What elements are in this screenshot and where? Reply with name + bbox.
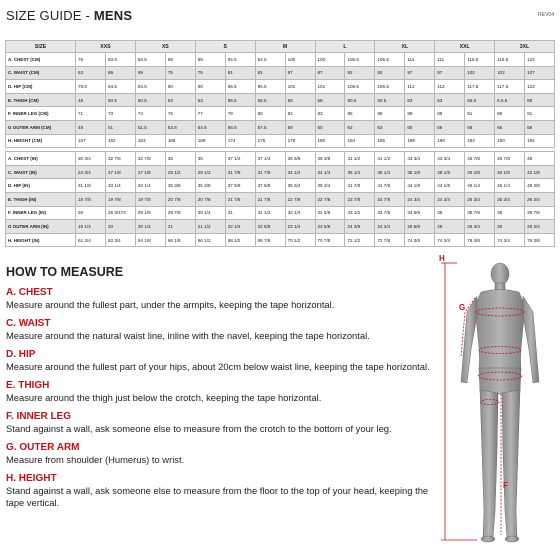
size-header: XXL (435, 41, 495, 53)
measurement-value: 77 (195, 107, 225, 121)
measurement-value: 35 3/8 (195, 179, 225, 193)
measurement-value: 85 (345, 107, 375, 121)
measure-heading: E. THIGH (6, 380, 50, 391)
measurement-value: 190 (495, 134, 525, 148)
measurement-value: 65 (405, 120, 435, 134)
page-header (6, 8, 554, 28)
measurement-value: 91 (465, 107, 495, 121)
measurement-value: 51.5 (135, 120, 165, 134)
measurement-value: 53 (195, 93, 225, 107)
measurement-value: 58 (315, 93, 345, 107)
measure-heading: G. OUTER ARM (6, 442, 80, 453)
measurement-value: 94.5 (255, 53, 285, 67)
measurement-value: 97 (405, 66, 435, 80)
measurement-value: 89 (495, 107, 525, 121)
measurement-value: 31 1/2 (255, 206, 285, 220)
measurement-value: 40 1/8 (465, 165, 495, 179)
size-header-label: SIZE (6, 41, 76, 53)
measurement-value: 48 (525, 152, 555, 166)
table-row (6, 120, 555, 134)
height-marker-label: H (439, 254, 445, 263)
measurement-value: 19 7/8 (135, 192, 165, 206)
measurement-value: 40 1/8 (495, 165, 525, 179)
measurement-value: 60.5 (375, 93, 405, 107)
measurement-value: 94.5 (225, 53, 255, 67)
measurement-value: 87 (315, 66, 345, 80)
measurement-value: 122 (525, 53, 555, 67)
measurement-value: 35 3/8 (165, 179, 195, 193)
measurement-value: 180 (315, 134, 345, 148)
measurement-value: 50.5 (105, 93, 135, 107)
measurement-value: 175 (255, 134, 285, 148)
measurement-value: 111 (405, 53, 435, 67)
body-silhouette-icon (437, 252, 555, 552)
measurement-value: 22 1/4 (225, 220, 255, 234)
measurement-value: 29 1/2 (195, 165, 225, 179)
measurement-label: C. WAIST (CM) (6, 66, 76, 80)
measurement-value: 92 (345, 66, 375, 80)
measurement-value: 107 (525, 66, 555, 80)
measurement-label: D. HIP (IN) (6, 179, 76, 193)
measure-heading: D. HIP (6, 349, 36, 360)
measurement-label: H. HEIGHT (IN) (6, 233, 76, 247)
measurement-value: 27 1/8 (135, 165, 165, 179)
measurement-label: E. THIGH (IN) (6, 192, 76, 206)
measurement-value: 66 (495, 120, 525, 134)
measurement-value: 42 1/8 (525, 165, 555, 179)
measurement-value: 83 (315, 107, 345, 121)
table-row (6, 233, 555, 247)
size-header: XS (135, 41, 195, 53)
measurement-value: 29 1/2 (165, 165, 195, 179)
measurement-value: 89 (435, 107, 465, 121)
measurement-value: 50.5 (135, 93, 165, 107)
outer-arm-marker-label: G (459, 303, 466, 312)
measurement-label: D. HIP (CM) (6, 80, 76, 94)
measurement-value: 45 7/8 (465, 152, 495, 166)
measurement-value: 72 1/2 (345, 233, 375, 247)
measurement-value: 28 3/473 (105, 206, 135, 220)
measurement-value: 111 (435, 53, 465, 67)
measurement-label: H. HEIGHT (CM) (6, 134, 76, 148)
measurement-value: 41 1/2 (375, 152, 405, 166)
measurement-value: 117.5 (465, 80, 495, 94)
measurement-value: 71 (76, 107, 106, 121)
measurement-value: 62 (345, 120, 375, 134)
measurement-value: 68 1/2 (225, 233, 255, 247)
measurement-value: 32 7/8 (135, 152, 165, 166)
size-header-row (6, 41, 555, 53)
measurement-value: 20 (105, 220, 135, 234)
measurement-value: 83.5 (135, 53, 165, 67)
measurement-value: 35 (435, 206, 465, 220)
measurement-value: 33 1/4 (105, 179, 135, 193)
measurement-label: F. INNER LEG (CM) (6, 107, 76, 121)
page-title (6, 8, 132, 23)
measurement-value: 26 (495, 220, 525, 234)
measurement-value: 174 (225, 134, 255, 148)
measurement-value: 189 (405, 134, 435, 148)
measurement-value: 21 (165, 220, 195, 234)
measurement-value: 43 3/4 (435, 152, 465, 166)
measurement-value: 19 7/8 (105, 192, 135, 206)
measurement-value: 82 (285, 107, 315, 121)
measurement-value: 73 (105, 107, 135, 121)
size-header: XL (375, 41, 435, 53)
measurement-value: 69 (135, 66, 165, 80)
measurement-value: 75 (195, 66, 225, 80)
table-row (6, 206, 555, 220)
measurement-value: 66 (435, 120, 465, 134)
measure-heading: F. INNER LEG (6, 411, 72, 422)
measurement-value: 194 (465, 134, 495, 148)
measurement-value: 105.5 (375, 53, 405, 67)
measurement-value: 86 (375, 107, 405, 121)
measurement-value: 33 1/2 (345, 206, 375, 220)
measurement-value: 89 (195, 53, 225, 67)
measurement-value: 190 (435, 134, 465, 148)
measurement-value: 76 3/8 (525, 233, 555, 247)
measurement-value: 21 1/2 (195, 220, 225, 234)
measurement-value: 35 7/8 (525, 206, 555, 220)
measurement-value: 24 3/4 (405, 192, 435, 206)
measure-description: Measure around the fullest part of your hips, about 20cm below waist line, keeping the tape horizontal. (6, 361, 430, 372)
measurement-value: 6.5.5 (495, 93, 525, 107)
measurement-value: 45 7/8 (495, 152, 525, 166)
measurement-value: 60.5 (345, 93, 375, 107)
measurement-value: 74 3/4 (495, 233, 525, 247)
measurement-value: 68 (465, 120, 495, 134)
measurement-value: 26 3/4 (465, 220, 495, 234)
measurement-value: 27 1/8 (105, 165, 135, 179)
measurement-value: 20 7/8 (195, 192, 225, 206)
measurement-value: 35 7/8 (465, 206, 495, 220)
measurement-value: 65.5 (465, 93, 495, 107)
measurement-value: 74 3/8 (405, 233, 435, 247)
measurement-value: 22 7/8 (285, 192, 315, 206)
measurement-value: 46 1/4 (465, 179, 495, 193)
measurement-value: 48 (76, 93, 106, 107)
measurement-value: 63 (375, 120, 405, 134)
measure-item (6, 318, 436, 342)
measurement-value: 33 7/8 (375, 206, 405, 220)
measurement-value: 36 1/4 (375, 165, 405, 179)
measurement-value: 69 (105, 66, 135, 80)
table-row (6, 80, 555, 94)
measure-heading: A. CHEST (6, 287, 53, 298)
measurement-value: 46 1/4 (495, 179, 525, 193)
measurement-value: 39 3/8 (285, 152, 315, 166)
measurement-value: 66 1/2 (195, 233, 225, 247)
measurement-value: 63 (405, 93, 435, 107)
measurement-value: 31 7/8 (225, 165, 255, 179)
measurement-value: 39 3/8 (315, 152, 345, 166)
measurement-value: 20 1/4 (135, 220, 165, 234)
measurement-value: 31 (225, 206, 255, 220)
measurement-value: 76 (165, 107, 195, 121)
measurement-value: 95.5 (225, 80, 255, 94)
measurement-value: 68 (525, 120, 555, 134)
table-row (6, 53, 555, 67)
measurement-value: 81 (255, 66, 285, 80)
measure-item (6, 442, 436, 466)
size-header: S (195, 41, 255, 53)
table-row (6, 107, 555, 121)
measurement-label: C. WAIST (IN) (6, 165, 76, 179)
measure-item (6, 473, 436, 509)
table-row (6, 134, 555, 148)
measurement-value: 41 7/8 (375, 179, 405, 193)
measurement-value: 100 (315, 53, 345, 67)
measurement-value: 162 (105, 134, 135, 148)
measurement-value: 24 3/8 (345, 220, 375, 234)
table-row (6, 165, 555, 179)
measurement-value: 92 (375, 66, 405, 80)
measurement-value: 22 7/8 (315, 192, 345, 206)
table-row (6, 93, 555, 107)
measurement-value: 101 (285, 80, 315, 94)
measurement-value: 34 1/4 (315, 165, 345, 179)
measurement-value: 38 1/8 (405, 165, 435, 179)
measurement-value: 24 3/4 (435, 192, 465, 206)
measurement-value: 116.5 (465, 53, 495, 67)
measurement-value: 163 (135, 134, 165, 148)
measurement-value: 56.5 (225, 120, 255, 134)
measurement-value: 18 7/8 (76, 192, 106, 206)
measure-item (6, 380, 436, 404)
measurement-value: 91 (525, 107, 555, 121)
measurement-value: 39 3/4 (315, 179, 345, 193)
measure-description: Measure around the thigh just below the crotch, keeping the tape horizontal. (6, 392, 322, 403)
measurement-value: 55.5 (255, 93, 285, 107)
measurement-value: 83.5 (105, 53, 135, 67)
measurement-value: 84.5 (135, 80, 165, 94)
measurement-value: 53.5 (165, 120, 195, 134)
table-row (6, 179, 555, 193)
measurement-value: 41 1/2 (345, 152, 375, 166)
measurement-value: 60 (315, 120, 345, 134)
measurement-value: 117.5 (495, 80, 525, 94)
measurement-value: 58 (285, 93, 315, 107)
measurement-value: 25 3/4 (495, 192, 525, 206)
measurement-value: 70 1/2 (285, 233, 315, 247)
measurement-value: 185 (375, 134, 405, 148)
measurement-value: 72 7/8 (375, 233, 405, 247)
measurement-value: 97 (435, 66, 465, 80)
measurement-value: 31 1/8 (76, 179, 106, 193)
measurement-value: 43 3/4 (405, 152, 435, 166)
size-header: M (255, 41, 315, 53)
table-row (6, 220, 555, 234)
measurement-value: 101 (315, 80, 345, 94)
measurement-value: 102 (465, 66, 495, 80)
title-gender: MENS (93, 8, 133, 23)
measurement-value: 29 1/8 (135, 206, 165, 220)
measurement-value: 105.5 (345, 53, 375, 67)
measurement-value: 55.5 (225, 93, 255, 107)
measurement-value: 74 3/4 (435, 233, 465, 247)
measurement-value: 79.5 (76, 80, 106, 94)
measurement-value: 169 (195, 134, 225, 148)
measure-description: Measure from shoulder (Humerus) to wrist. (6, 454, 185, 465)
measurement-value: 57.5 (255, 120, 285, 134)
measurement-value: 41 7/8 (345, 179, 375, 193)
measurement-value: 70 7/8 (315, 233, 345, 247)
measurement-value: 35 (495, 206, 525, 220)
measurement-value: 79 (225, 107, 255, 121)
measure-item (6, 349, 436, 373)
measurement-value: 184 (345, 134, 375, 148)
measurement-value: 39 3/4 (285, 179, 315, 193)
measure-description: Stand against a wall, ask someone else to measure from the crotch to the bottom of your leg. (6, 423, 392, 434)
measurement-label: G OUTER ARM (CM) (6, 120, 76, 134)
measurement-value: 61 3/4 (76, 233, 106, 247)
measurement-label: G OUTER ARM (IN) (6, 220, 76, 234)
measurement-value: 59 (285, 120, 315, 134)
measurement-value: 194 (525, 134, 555, 148)
measurement-value: 23 1/4 (285, 220, 315, 234)
measurement-value: 26 3/4 (525, 192, 555, 206)
measurement-value: 32 5/8 (315, 206, 345, 220)
measurement-value: 63 3/4 (105, 233, 135, 247)
measurement-value: 22 5/8 (255, 220, 285, 234)
measurement-value: 37 1/4 (225, 152, 255, 166)
measurement-value: 35 (195, 152, 225, 166)
measurement-value: 80 (255, 107, 285, 121)
measurement-label: A. CHEST (CM) (6, 53, 76, 67)
inner-leg-marker-label: F (503, 481, 508, 490)
measurement-value: 32 7/8 (105, 152, 135, 166)
measurement-value: 88 (405, 107, 435, 121)
measurement-value: 112 (405, 80, 435, 94)
measurement-value: 33 1/4 (135, 179, 165, 193)
measurement-value: 74 (135, 107, 165, 121)
measure-heading: H. HEIGHT (6, 473, 57, 484)
measurement-value: 25 5/8 (405, 220, 435, 234)
measurement-value: 76 3/8 (465, 233, 495, 247)
table-row (6, 192, 555, 206)
measurement-value: 53 (165, 93, 195, 107)
measurement-value: 26 3/4 (525, 220, 555, 234)
measurement-label: A. CHEST (IN) (6, 152, 76, 166)
measurement-value: 44 1/8 (405, 179, 435, 193)
how-to-measure-section (6, 265, 436, 516)
measurement-value: 106.5 (345, 80, 375, 94)
measurement-value: 90 (165, 80, 195, 94)
measurement-value: 29 7/8 (165, 206, 195, 220)
measurement-label: E. THIGH (CM) (6, 93, 76, 107)
table-row (6, 66, 555, 80)
measurement-value: 23 5/8 (315, 220, 345, 234)
measurement-value: 20 7/8 (165, 192, 195, 206)
measurement-value: 78 (76, 53, 106, 67)
measurement-value: 44 1/8 (435, 179, 465, 193)
measurement-value: 28 (76, 206, 106, 220)
measurement-value: 95.5 (255, 80, 285, 94)
measurement-value: 19 1/4 (76, 220, 106, 234)
title-prefix: SIZE GUIDE - (6, 8, 94, 23)
measurement-value: 112 (435, 80, 465, 94)
measurement-value: 116.5 (495, 53, 525, 67)
measurement-value: 63 (435, 93, 465, 107)
measurement-value: 81 (225, 66, 255, 80)
measurement-value: 87 (285, 66, 315, 80)
measurement-value: 63 (76, 66, 106, 80)
measurement-value: 37 5/8 (255, 179, 285, 193)
measurement-label: F. INNER LEG (IN) (6, 206, 76, 220)
measurement-value: 102 (495, 66, 525, 80)
size-header: 3XL (495, 41, 555, 53)
measurement-value: 34 5/8 (405, 206, 435, 220)
measurement-value: 34 1/4 (285, 165, 315, 179)
measurement-value: 37 1/4 (255, 152, 285, 166)
measurement-value: 68 7/8 (255, 233, 285, 247)
measurement-value: 30 3/4 (76, 152, 106, 166)
measure-description: Stand against a wall, ask someone else to measure from the floor to the top of your head, keeping the tape vertical. (6, 485, 429, 508)
measurement-value: 37 5/8 (225, 179, 255, 193)
measurement-value: 106.5 (375, 80, 405, 94)
measure-heading: C. WAIST (6, 318, 51, 329)
measurement-value: 157 (76, 134, 106, 148)
size-header: L (315, 41, 375, 53)
measure-item (6, 411, 436, 435)
revision-label: REV04 (538, 12, 554, 18)
measurement-value: 89 (165, 53, 195, 67)
measurement-value: 26 (435, 220, 465, 234)
measure-description: Measure around the fullest part, under the armpits, keeping the tape horizontal. (6, 299, 335, 310)
measurement-value: 168 (165, 134, 195, 148)
body-figure (437, 252, 555, 552)
table-row (6, 152, 555, 166)
measurement-value: 51 (105, 120, 135, 134)
measurement-value: 123 (525, 80, 555, 94)
measurement-value: 30 1/4 (195, 206, 225, 220)
measurement-value: 68 (525, 93, 555, 107)
measurement-value: 25 3/4 (465, 192, 495, 206)
measurement-value: 24 3/4 (375, 220, 405, 234)
measurement-value: 31 7/8 (255, 165, 285, 179)
measurement-value: 38 1/8 (435, 165, 465, 179)
measure-description: Measure around the natural waist line, inline with the navel, keeping the tape horizontal. (6, 330, 370, 341)
measurement-value: 64 1/8 (135, 233, 165, 247)
size-header: XXS (76, 41, 136, 53)
measurement-value: 36 1/4 (345, 165, 375, 179)
measurement-value: 48 3/8 (525, 179, 555, 193)
measurement-value: 21 7/8 (255, 192, 285, 206)
how-to-measure-title: HOW TO MEASURE (6, 265, 124, 279)
measurement-value: 90 (195, 80, 225, 94)
measurement-value: 75 (165, 66, 195, 80)
measurement-value: 24 3/4 (76, 165, 106, 179)
measurement-value: 23 7/8 (345, 192, 375, 206)
measurement-value: 100 (285, 53, 315, 67)
measurement-value: 54.5 (195, 120, 225, 134)
measurement-value: 21 7/8 (225, 192, 255, 206)
measurement-value: 23 7/8 (375, 192, 405, 206)
measurement-value: 179 (285, 134, 315, 148)
measurement-value: 84.5 (105, 80, 135, 94)
measurement-value: 35 (165, 152, 195, 166)
measurement-value: 66 1/8 (165, 233, 195, 247)
measure-item (6, 287, 436, 311)
size-table (5, 40, 555, 247)
measurement-value: 49 (76, 120, 106, 134)
measurement-value: 32 1/4 (285, 206, 315, 220)
